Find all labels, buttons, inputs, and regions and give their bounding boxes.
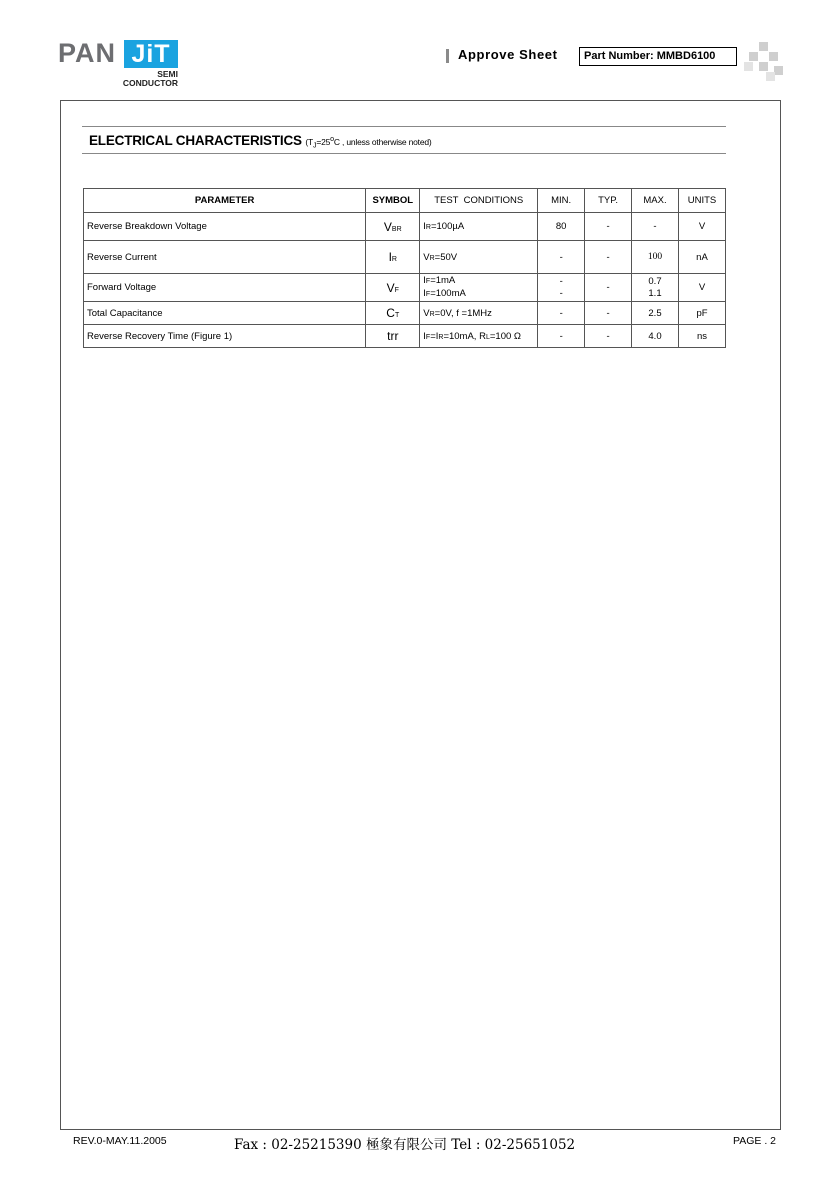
approve-sheet-label: Approve Sheet: [458, 47, 558, 62]
section-title: [89, 133, 432, 150]
condition-cell: IR=100µA: [420, 213, 538, 241]
condition-cell: IF=1mA IF=100mA: [420, 274, 538, 302]
page-number: PAGE . 2: [733, 1135, 776, 1147]
symbol-cell: VBR: [366, 213, 420, 241]
header-symbol: SYMBOL: [366, 189, 420, 213]
param-cell: Reverse Current: [84, 241, 366, 274]
typ-cell: -: [585, 325, 632, 348]
table-row: [84, 241, 726, 274]
table-row: [84, 302, 726, 325]
logo-pan-text: PAN: [58, 38, 117, 68]
max-cell: 0.7 1.1: [632, 274, 679, 302]
typ-cell: -: [585, 241, 632, 274]
units-cell: ns: [678, 325, 725, 348]
header-parameter: PARAMETER: [84, 189, 366, 213]
condition-cell: VR=50V: [420, 241, 538, 274]
header-typ: TYP.: [585, 189, 632, 213]
heading-rule-bottom: [82, 153, 726, 154]
table-row: [84, 325, 726, 348]
units-cell: V: [678, 274, 725, 302]
max-cell: 2.5: [632, 302, 679, 325]
header-units: UNITS: [678, 189, 725, 213]
condition-cell: VR=0V, f =1MHz: [420, 302, 538, 325]
header-test-conditions: TEST CONDITIONS: [420, 189, 538, 213]
param-cell: Forward Voltage: [84, 274, 366, 302]
max-cell: 100: [632, 241, 679, 274]
units-cell: V: [678, 213, 725, 241]
section-title-text: ELECTRICAL CHARACTERISTICS: [89, 133, 302, 148]
symbol-cell: IR: [366, 241, 420, 274]
min-cell: -: [538, 302, 585, 325]
header-max: MAX.: [632, 189, 679, 213]
section-note: ($T_J=25^oC$ , unless otherwise noted): [305, 135, 432, 150]
symbol-cell: CT: [366, 302, 420, 325]
logo-conductor-text: CONDUCTOR: [122, 78, 178, 88]
part-number-box: Part Number: MMBD6100: [579, 47, 737, 66]
header-min: MIN.: [538, 189, 585, 213]
min-cell: - -: [538, 274, 585, 302]
revision-label: REV.0-MAY.11.2005: [73, 1135, 167, 1147]
heading-rule-top: [82, 126, 726, 127]
condition-cell: IF=IR=10mA, RL=100 Ω: [420, 325, 538, 348]
typ-cell: -: [585, 274, 632, 302]
panjit-logo: [58, 38, 188, 90]
max-cell: -: [632, 213, 679, 241]
table-header-row: [84, 189, 726, 213]
typ-cell: -: [585, 213, 632, 241]
logo-jit-text: JiT: [124, 40, 178, 68]
max-cell: 4.0: [632, 325, 679, 348]
min-cell: -: [538, 241, 585, 274]
table-row: [84, 213, 726, 241]
corner-pattern-icon: [744, 42, 784, 82]
table-row: [84, 274, 726, 302]
symbol-cell: VF: [366, 274, 420, 302]
units-cell: nA: [678, 241, 725, 274]
symbol-cell: trr: [366, 325, 420, 348]
min-cell: -: [538, 325, 585, 348]
typ-cell: -: [585, 302, 632, 325]
param-cell: Reverse Breakdown Voltage: [84, 213, 366, 241]
electrical-characteristics-table: [83, 188, 726, 348]
min-cell: 80: [538, 213, 585, 241]
units-cell: pF: [678, 302, 725, 325]
logo-semi-text: SEMI: [157, 69, 178, 79]
param-cell: Reverse Recovery Time (Figure 1): [84, 325, 366, 348]
approve-marker: [446, 49, 449, 63]
param-cell: Total Capacitance: [84, 302, 366, 325]
contact-line: Fax : 02-25215390 極象有限公司 Tel : 02-25651052: [234, 1137, 576, 1153]
